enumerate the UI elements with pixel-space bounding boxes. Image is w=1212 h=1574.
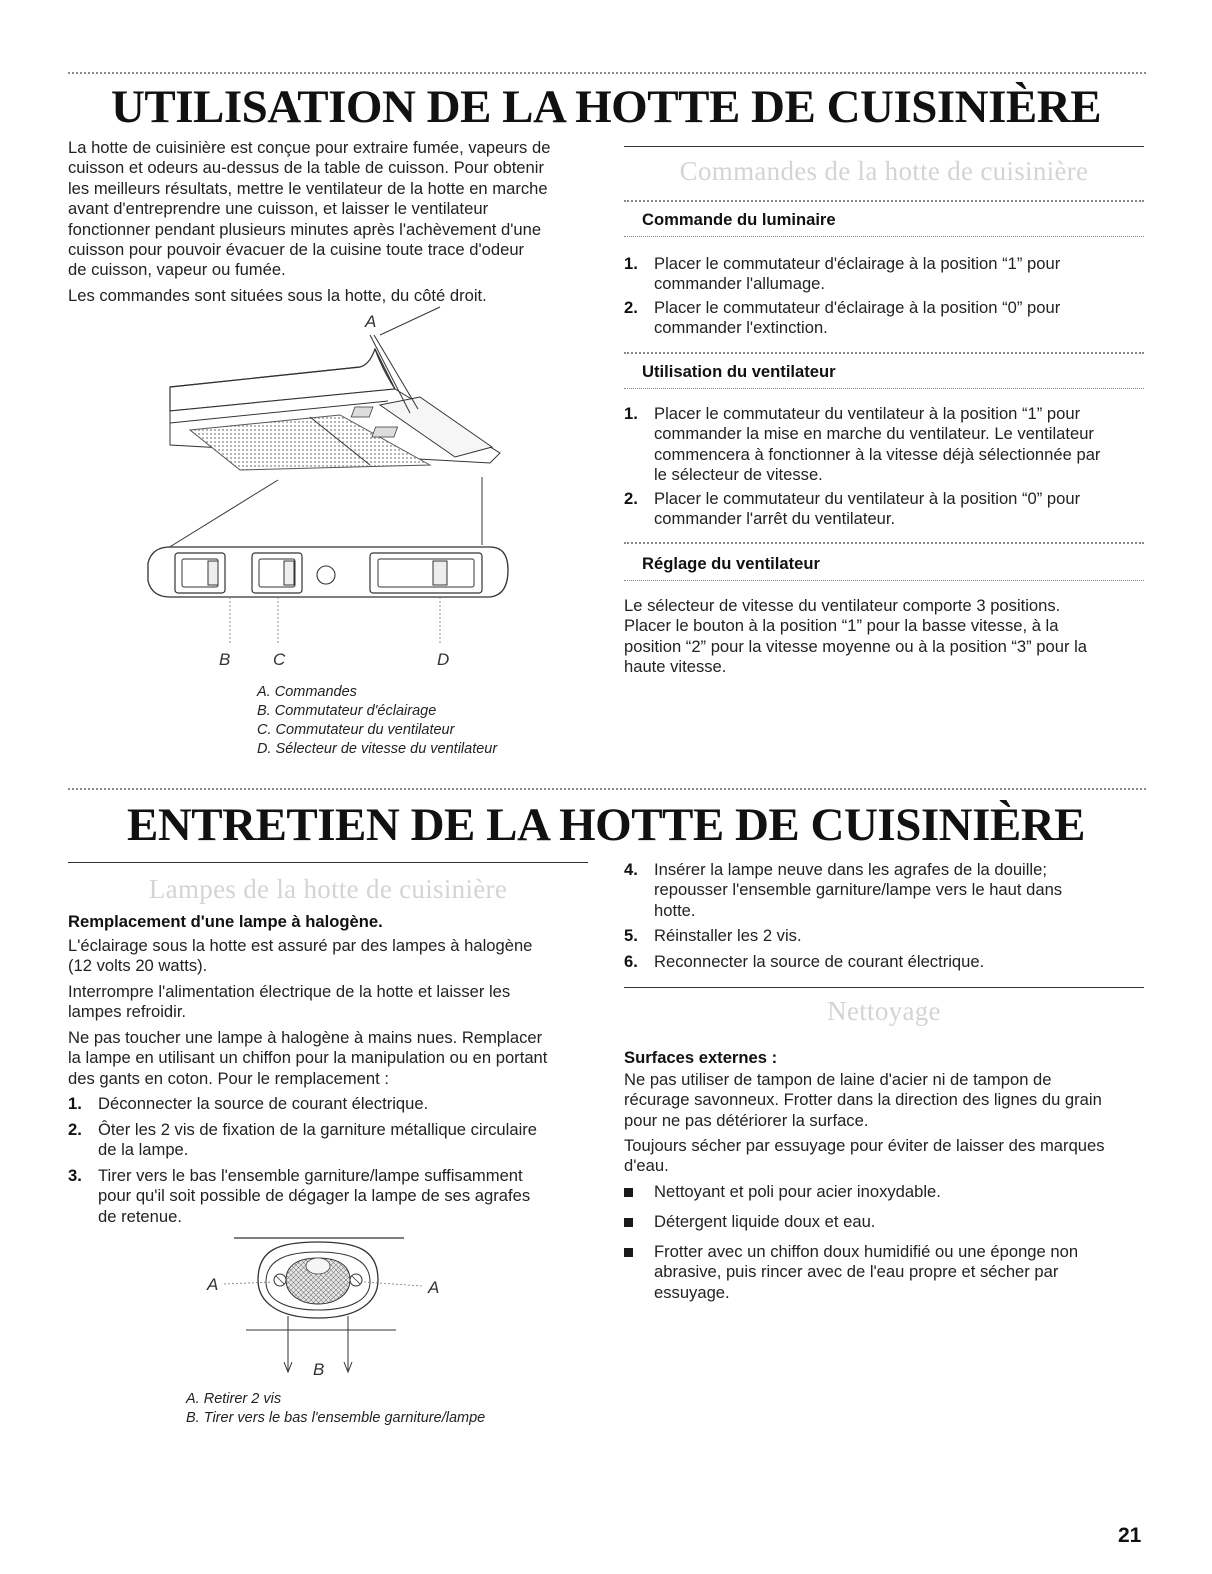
bullet-icon bbox=[624, 1218, 633, 1227]
lamp-figure-label-a-right: A bbox=[428, 1278, 440, 1297]
rule-cleaning-top bbox=[624, 987, 1144, 988]
lamps-paragraph-2: Interrompre l'alimentation électrique de la hotte et laisser les lampes refroidir. bbox=[68, 982, 511, 1022]
lamp-replacement-diagram bbox=[196, 1230, 456, 1380]
list-item: Nettoyant et poli pour acier inoxydable. bbox=[654, 1182, 941, 1201]
step-number: 3. bbox=[68, 1166, 82, 1185]
reglage-paragraph: Le sélecteur de vitesse du ventilateur comporte 3 positions. Placer le bouton à la position “1” pour la basse vitesse, à la position “2” pour la vitesse moyenne ou à la position “3” pour la haute vitesse. bbox=[624, 596, 1088, 677]
list-item: Détergent liquide doux et eau. bbox=[654, 1212, 876, 1231]
heading-luminaire: Commande du luminaire bbox=[642, 210, 836, 229]
step-number: 1. bbox=[624, 404, 638, 423]
rule-lamps-top bbox=[68, 862, 588, 863]
subheading-cleaning: Nettoyage bbox=[827, 996, 941, 1026]
rule-reglage-bottom bbox=[624, 580, 1144, 581]
list-item: Déconnecter la source de courant électrique. bbox=[98, 1094, 429, 1113]
lamps-paragraph-3: Ne pas toucher une lampe à halogène à mains nues. Remplacer la lampe en utilisant un chiffon pour la manipulation ou en portant des gants en coton. Pour le remplacement : bbox=[68, 1028, 548, 1088]
step-number: 1. bbox=[624, 254, 638, 273]
heading-reglage: Réglage du ventilateur bbox=[642, 554, 820, 573]
subheading-controls: Commandes de la hotte de cuisinière bbox=[679, 156, 1089, 186]
list-item: Reconnecter la source de courant électrique. bbox=[654, 952, 985, 971]
lamp-figure-caption: A. Retirer 2 vis B. Tirer vers le bas l'ensemble garniture/lampe bbox=[186, 1391, 486, 1426]
middle-dotted-rule bbox=[68, 788, 1146, 790]
figure-label-d: D bbox=[437, 650, 450, 669]
lamps-paragraph-1: L'éclairage sous la hotte est assuré par des lampes à halogène (12 volts 20 watts). bbox=[68, 936, 533, 976]
list-item: Placer le commutateur du ventilateur à la position “1” pour commander la mise en marche du ventilateur. Le ventilateur commencera à fonctionner à la vitesse déjà sélectionnée par le sélecteur de vitesse. bbox=[654, 404, 1101, 485]
lamp-figure-label-b: B bbox=[313, 1360, 325, 1379]
rule-luminaire bbox=[624, 236, 1144, 237]
rule-controls-bottom bbox=[624, 200, 1144, 202]
list-item: Réinstaller les 2 vis. bbox=[654, 926, 802, 945]
step-number: 2. bbox=[624, 298, 638, 317]
list-item: Placer le commutateur d'éclairage à la position “0” pour commander l'extinction. bbox=[654, 298, 1061, 338]
cleaning-paragraph-2: Toujours sécher par essuyage pour éviter de laisser des marques d'eau. bbox=[624, 1136, 1105, 1176]
figure-caption-controls: A. Commandes B. Commutateur d'éclairage C. Commutateur du ventilateur D. Sélecteur de vitesse du ventilateur bbox=[257, 684, 498, 757]
list-item: Insérer la lampe neuve dans les agrafes de la douille; repousser l'ensemble garniture/lampe vers le haut dans hotte. bbox=[654, 860, 1063, 920]
cleaning-paragraph-1: Ne pas utiliser de tampon de laine d'acier ni de tampon de récurage savonneux. Frotter dans la direction des lignes du grain pour ne pas détériorer la surface. bbox=[624, 1070, 1102, 1130]
heading-ventilateur: Utilisation du ventilateur bbox=[642, 362, 836, 381]
step-number: 6. bbox=[624, 952, 638, 971]
subheading-lamps: Lampes de la hotte de cuisinière bbox=[148, 874, 508, 904]
figure-label-c: C bbox=[273, 650, 286, 669]
rule-reglage-top bbox=[624, 542, 1144, 544]
list-item: Tirer vers le bas l'ensemble garniture/lampe suffisamment pour qu'il soit possible de dégager la lampe de ses agrafes de retenue. bbox=[98, 1166, 531, 1226]
controls-location-text: Les commandes sont situées sous la hotte, du côté droit. bbox=[68, 286, 487, 305]
list-item: Placer le commutateur du ventilateur à la position “0” pour commander l'arrêt du ventilateur. bbox=[654, 489, 1081, 529]
list-item: Placer le commutateur d'éclairage à la position “1” pour commander l'allumage. bbox=[654, 254, 1061, 294]
heading-halogen: Remplacement d'une lampe à halogène. bbox=[68, 912, 383, 931]
list-item: Ôter les 2 vis de fixation de la garniture métallique circulaire de la lampe. bbox=[98, 1120, 538, 1160]
page-number: 21 bbox=[1118, 1524, 1142, 1547]
step-number: 5. bbox=[624, 926, 638, 945]
bullet-icon bbox=[624, 1248, 633, 1257]
section-title-maintenance: ENTRETIEN DE LA HOTTE DE CUISINIÈRE bbox=[126, 799, 1086, 851]
intro-paragraph: La hotte de cuisinière est conçue pour extraire fumée, vapeurs de cuisson et odeurs au-dessus de la table de cuisson. Pour obtenir les meilleurs résultats, mettre le ventilateur de la hotte en marche avant d'entreprendre une cuisson, et laisser le ventilateur fonctionner pendant plusieurs minutes après l'achèvement d'une cuisson pour pouvoir évacuer de la cuisine toute trace d'odeur de cuisson, vapeur ou fumée. bbox=[68, 138, 551, 280]
step-number: 2. bbox=[624, 489, 638, 508]
figure-label-a: A bbox=[365, 312, 377, 331]
lamp-figure-label-a-left: A bbox=[207, 1275, 219, 1294]
step-number: 4. bbox=[624, 860, 638, 879]
figure-label-b: B bbox=[219, 650, 231, 669]
step-number: 1. bbox=[68, 1094, 82, 1113]
bullet-icon bbox=[624, 1188, 633, 1197]
hood-controls-diagram bbox=[130, 305, 550, 675]
list-item: Frotter avec un chiffon doux humidifié ou une éponge non abrasive, puis rincer avec de l'eau propre et sécher par essuyage. bbox=[654, 1242, 1079, 1302]
top-dotted-rule bbox=[68, 72, 1146, 74]
rule-controls-top bbox=[624, 146, 1144, 147]
step-number: 2. bbox=[68, 1120, 82, 1139]
rule-ventilateur-bottom bbox=[624, 388, 1144, 389]
rule-ventilateur-top bbox=[624, 352, 1144, 354]
section-title-usage: UTILISATION DE LA HOTTE DE CUISINIÈRE bbox=[110, 81, 1102, 133]
heading-external-surfaces: Surfaces externes : bbox=[624, 1048, 778, 1067]
